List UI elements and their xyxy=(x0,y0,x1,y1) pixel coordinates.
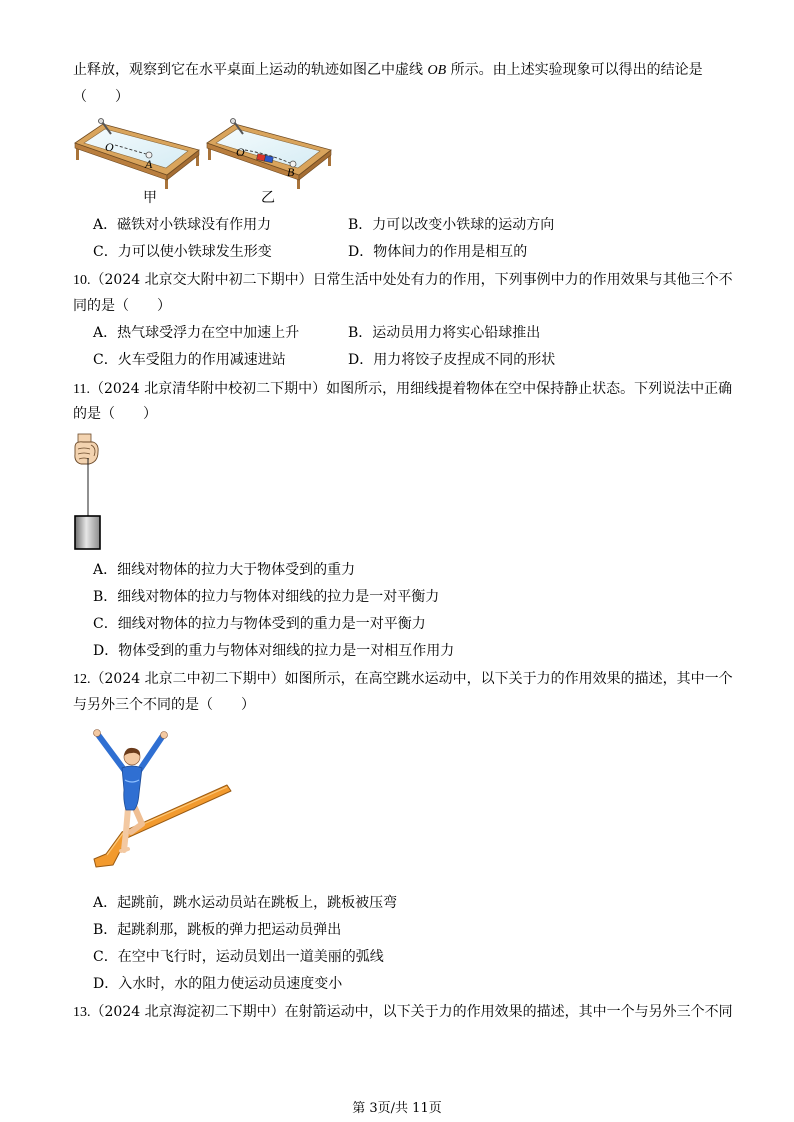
q10-option-d: D．用力将饺子皮捏成不同的形状 xyxy=(348,352,556,368)
diver-torso xyxy=(122,766,142,810)
q12-stem-line-1 xyxy=(73,670,733,689)
diver-standing-leg xyxy=(124,808,128,850)
diver-left-arm xyxy=(99,736,125,771)
q9-path-label: OB xyxy=(427,63,447,78)
q12-option-d: D．入水时，水的阻力使运动员速度变小 xyxy=(93,976,343,992)
q9-stem-text: 止释放，观察到它在水平桌面上运动的轨迹如图乙中虚线 xyxy=(73,62,428,78)
q11-option-a: A．细线对物体的拉力大于物体受到的重力 xyxy=(93,562,356,578)
q11-option-b: B．细线对物体的拉力与物体对细线的拉力是一对平衡力 xyxy=(93,589,440,605)
diver-right-arm xyxy=(139,737,162,771)
point-b: B xyxy=(287,165,295,179)
q10-option-b: B．运动员用力将实心铅球推出 xyxy=(348,325,541,341)
q11-figure-hanging-weight xyxy=(73,434,103,552)
q11-option-d: D．物体受到的重力与物体对细线的拉力是一对相互作用力 xyxy=(93,643,455,659)
q11-source: （2024 北京清华附中校初二下期中） xyxy=(89,381,327,397)
q9-option-b: B．力可以改变小铁球的运动方向 xyxy=(348,217,555,233)
q12-source: （2024 北京二中初二下期中） xyxy=(90,671,285,687)
figure-caption-yi: 乙 xyxy=(261,190,275,206)
table-right xyxy=(207,119,331,190)
q11-stem-text: 如图所示，用细线提着物体在空中保持静止状态。下列说法中正确 xyxy=(326,381,733,397)
springboard xyxy=(94,785,231,867)
q9-option-d: D．物体间力的作用是相互的 xyxy=(348,244,528,260)
q13-stem-text: 在射箭运动中，以下关于力的作用效果的描述，其中一个与另外三个不同 xyxy=(284,1004,733,1020)
figure-caption-jia: 甲 xyxy=(143,190,157,206)
q11-number: 11. xyxy=(73,382,90,397)
q10-source: （2024 北京交大附中初二下期中） xyxy=(90,272,313,288)
q12-option-b: B．起跳刹那，跳板的弹力把运动员弹出 xyxy=(93,922,342,938)
q13-stem-line-1 xyxy=(73,1003,733,1022)
diver-right-hand xyxy=(161,732,168,739)
point-a: A xyxy=(145,157,153,171)
hand-icon xyxy=(75,434,98,464)
q13-number: 13. xyxy=(73,1005,91,1020)
q10-option-a: A．热气球受浮力在空中加速上升 xyxy=(93,325,300,341)
page-footer: 第 3页/共 11页 xyxy=(352,1101,442,1116)
diver-figure xyxy=(94,730,168,852)
q10-stem-line-2: 同的是（ ） xyxy=(73,298,171,314)
q9-option-c: C．力可以使小铁球发生形变 xyxy=(93,244,272,260)
q10-stem-text: 日常生活中处处有力的作用，下列事例中力的作用效果与其他三个不 xyxy=(312,272,733,288)
q13-source: （2024 北京海淀初二下期中） xyxy=(90,1004,285,1020)
diver-left-hand xyxy=(94,730,101,737)
q11-option-c: C．细线对物体的拉力与物体受到的重力是一对平衡力 xyxy=(93,616,426,632)
point-o-left: O xyxy=(105,140,114,154)
q12-number: 12. xyxy=(73,672,91,687)
point-o-right: O xyxy=(236,145,245,159)
q11-stem-line-2: 的是（ ） xyxy=(73,406,157,422)
q12-option-a: A．起跳前，跳水运动员站在跳板上，跳板被压弯 xyxy=(93,895,398,911)
q12-stem-text: 如图所示，在高空跳水运动中，以下关于力的作用效果的描述，其中一个 xyxy=(284,671,733,687)
q9-stem-line-1 xyxy=(73,61,703,80)
diver-foot xyxy=(121,849,128,851)
q12-option-c: C．在空中飞行时，运动员划出一道美丽的弧线 xyxy=(93,949,384,965)
q12-stem-line-2: 与另外三个不同的是（ ） xyxy=(73,697,255,713)
q11-stem-line-1 xyxy=(73,380,732,399)
q9-option-a: A．磁铁对小铁球没有作用力 xyxy=(93,217,272,233)
table-left xyxy=(75,119,199,190)
diver-bent-leg xyxy=(131,808,142,832)
q9-figure-tables xyxy=(73,118,335,192)
weight-block xyxy=(75,516,100,549)
q9-answer-blank: （ ） xyxy=(73,89,129,105)
q9-stem-text-continued: 所示。由上述实验现象可以得出的结论是 xyxy=(446,62,703,78)
release-ball-icon xyxy=(99,119,104,124)
q10-option-c: C．火车受阻力的作用减速进站 xyxy=(93,352,286,368)
q10-stem-line-1 xyxy=(73,271,733,290)
q12-figure-diver xyxy=(88,728,233,870)
q10-number: 10. xyxy=(73,273,91,288)
release-ball-icon xyxy=(231,119,236,124)
